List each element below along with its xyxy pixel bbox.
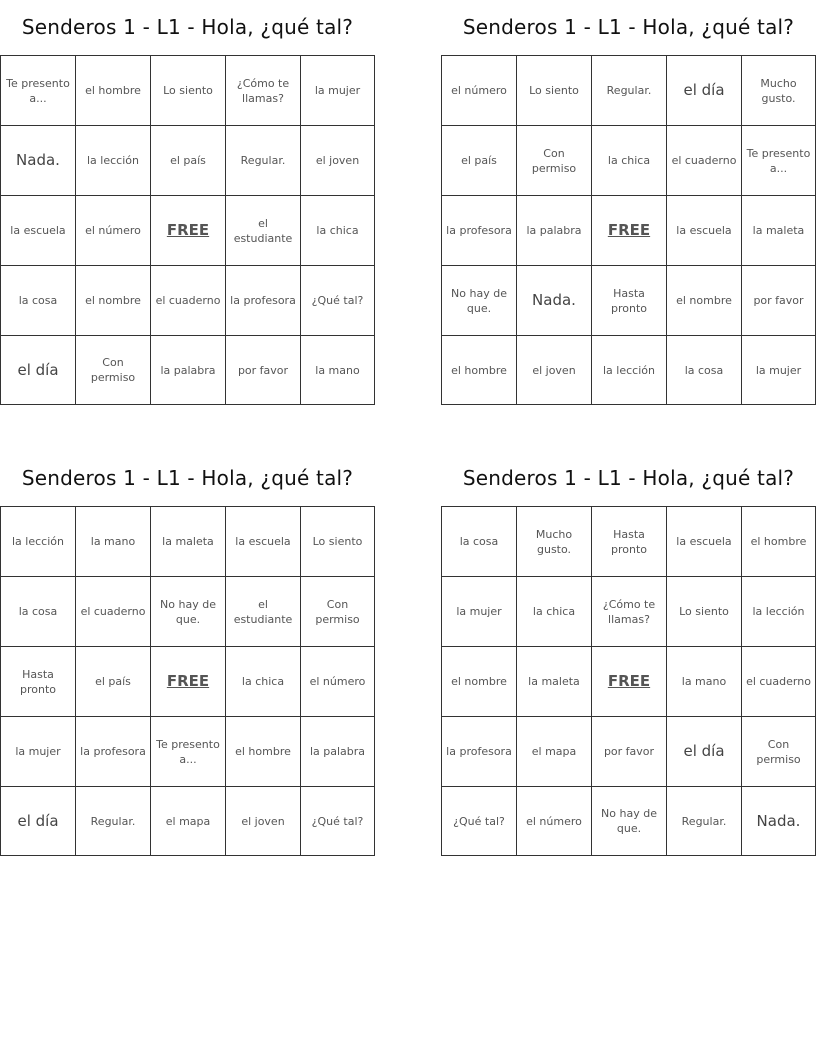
bingo-cell: el joven: [301, 126, 375, 196]
bingo-cell: ¿Cómo te llamas?: [226, 56, 301, 126]
bingo-cell: Te presento a...: [742, 126, 816, 196]
card-title: Senderos 1 - L1 - Hola, ¿qué tal?: [21, 466, 354, 490]
bingo-cell: el hombre: [226, 717, 301, 787]
bingo-cell: la chica: [592, 126, 667, 196]
bingo-grid: [0, 506, 375, 856]
bingo-cell: el mapa: [517, 717, 592, 787]
bingo-cell: la cosa: [442, 507, 517, 577]
bingo-cell: la lección: [742, 577, 816, 647]
bingo-cell: la mujer: [442, 577, 517, 647]
bingo-cell: la cosa: [1, 266, 76, 336]
bingo-cell: el número: [301, 647, 375, 717]
bingo-cell: el mapa: [151, 787, 226, 856]
bingo-cell: Nada.: [1, 126, 76, 196]
bingo-cell: ¿Qué tal?: [301, 266, 375, 336]
bingo-cell: la maleta: [151, 507, 226, 577]
bingo-cell: el joven: [226, 787, 301, 856]
bingo-cell: Lo siento: [151, 56, 226, 126]
bingo-cell: el país: [151, 126, 226, 196]
bingo-card-4: [441, 451, 816, 856]
bingo-cell: la chica: [301, 196, 375, 266]
bingo-card-3: [0, 451, 375, 856]
bingo-cell: la mano: [667, 647, 742, 717]
bingo-cell: Con permiso: [301, 577, 375, 647]
bingo-cell: la lección: [76, 126, 151, 196]
bingo-cell: la maleta: [517, 647, 592, 717]
bingo-cell: la mano: [301, 336, 375, 405]
bingo-cell: la profesora: [442, 196, 517, 266]
bingo-cell: el estudiante: [226, 196, 301, 266]
bingo-cell: el día: [667, 56, 742, 126]
bingo-cell: Hasta pronto: [592, 266, 667, 336]
bingo-cell: el número: [442, 56, 517, 126]
bingo-cell: la palabra: [301, 717, 375, 787]
bingo-cell: Te presento a...: [1, 56, 76, 126]
bingo-cell: la palabra: [517, 196, 592, 266]
card-title: Senderos 1 - L1 - Hola, ¿qué tal?: [21, 15, 354, 39]
bingo-cell: el nombre: [442, 647, 517, 717]
bingo-cell: ¿Cómo te llamas?: [592, 577, 667, 647]
bingo-cell: Con permiso: [76, 336, 151, 405]
bingo-grid: [441, 55, 816, 405]
bingo-cell: la palabra: [151, 336, 226, 405]
bingo-cell: el nombre: [76, 266, 151, 336]
bingo-cell: Con permiso: [517, 126, 592, 196]
bingo-cell: Lo siento: [517, 56, 592, 126]
bingo-cell: el hombre: [742, 507, 816, 577]
bingo-card-2: [441, 0, 816, 405]
bingo-cell: Regular.: [592, 56, 667, 126]
card-title: Senderos 1 - L1 - Hola, ¿qué tal?: [462, 15, 795, 39]
bingo-cell: el número: [517, 787, 592, 856]
bingo-cell: la maleta: [742, 196, 816, 266]
bingo-cell: el hombre: [76, 56, 151, 126]
bingo-cell: el día: [1, 787, 76, 856]
bingo-cell: el número: [76, 196, 151, 266]
bingo-cell: el nombre: [667, 266, 742, 336]
bingo-cell: Con permiso: [742, 717, 816, 787]
bingo-cell: por favor: [592, 717, 667, 787]
bingo-cell: la lección: [592, 336, 667, 405]
bingo-cell: No hay de que.: [442, 266, 517, 336]
bingo-cell: Te presento a...: [151, 717, 226, 787]
bingo-cell: la escuela: [1, 196, 76, 266]
bingo-cell: el país: [76, 647, 151, 717]
free-space: FREE: [592, 196, 667, 266]
card-title: Senderos 1 - L1 - Hola, ¿qué tal?: [462, 466, 795, 490]
bingo-cell: la mano: [76, 507, 151, 577]
bingo-grid: [441, 506, 816, 856]
bingo-cell: la mujer: [742, 336, 816, 405]
bingo-cell: la mujer: [301, 56, 375, 126]
bingo-cell: la mujer: [1, 717, 76, 787]
bingo-cell: No hay de que.: [592, 787, 667, 856]
bingo-cell: Lo siento: [301, 507, 375, 577]
bingo-cell: por favor: [226, 336, 301, 405]
bingo-cell: la profesora: [442, 717, 517, 787]
bingo-card-1: [0, 0, 375, 405]
bingo-cell: la lección: [1, 507, 76, 577]
bingo-cell: el cuaderno: [742, 647, 816, 717]
bingo-cell: el cuaderno: [667, 126, 742, 196]
bingo-cell: la profesora: [76, 717, 151, 787]
bingo-cell: el día: [667, 717, 742, 787]
free-space: FREE: [151, 196, 226, 266]
bingo-cell: ¿Qué tal?: [442, 787, 517, 856]
bingo-cell: Hasta pronto: [1, 647, 76, 717]
bingo-cell: la escuela: [667, 507, 742, 577]
bingo-cell: la cosa: [1, 577, 76, 647]
bingo-cell: Hasta pronto: [592, 507, 667, 577]
bingo-cell: la chica: [226, 647, 301, 717]
bingo-cell: Regular.: [667, 787, 742, 856]
bingo-cell: Lo siento: [667, 577, 742, 647]
bingo-cell: Mucho gusto.: [517, 507, 592, 577]
bingo-grid: [0, 55, 375, 405]
bingo-cell: la profesora: [226, 266, 301, 336]
bingo-cell: Regular.: [226, 126, 301, 196]
bingo-cell: el hombre: [442, 336, 517, 405]
bingo-cell: el joven: [517, 336, 592, 405]
free-space: FREE: [151, 647, 226, 717]
bingo-cell: Regular.: [76, 787, 151, 856]
free-space: FREE: [592, 647, 667, 717]
bingo-cell: la escuela: [226, 507, 301, 577]
bingo-cell: Nada.: [517, 266, 592, 336]
bingo-cell: ¿Qué tal?: [301, 787, 375, 856]
bingo-cell: el cuaderno: [76, 577, 151, 647]
bingo-cell: el día: [1, 336, 76, 405]
bingo-cell: el estudiante: [226, 577, 301, 647]
bingo-cell: No hay de que.: [151, 577, 226, 647]
bingo-cell: la cosa: [667, 336, 742, 405]
bingo-cell: la chica: [517, 577, 592, 647]
bingo-cell: el país: [442, 126, 517, 196]
bingo-cell: la escuela: [667, 196, 742, 266]
bingo-cell: el cuaderno: [151, 266, 226, 336]
bingo-cell: Mucho gusto.: [742, 56, 816, 126]
bingo-cell: Nada.: [742, 787, 816, 856]
bingo-cell: por favor: [742, 266, 816, 336]
